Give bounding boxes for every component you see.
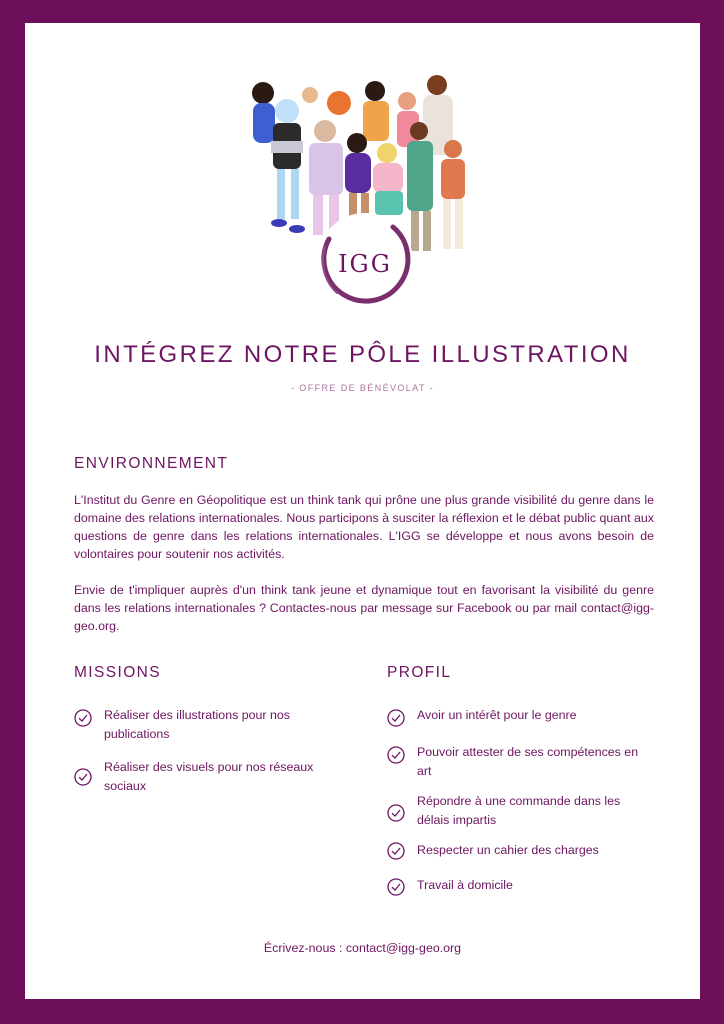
check-circle-icon: [387, 804, 405, 822]
profil-text: Respecter un cahier des charges: [417, 843, 599, 857]
mission-text: Réaliser des visuels pour nos réseaux sociaux: [104, 760, 314, 793]
check-circle-icon: [387, 746, 405, 764]
missions-heading: MISSIONS: [74, 664, 161, 681]
group-illustration: [225, 71, 505, 321]
check-circle-icon: [387, 842, 405, 860]
profil-list: [387, 706, 657, 906]
mission-text: Réaliser des illustrations pour nos publications: [104, 708, 290, 741]
profil-text: Pouvoir attester de ses compétences en art: [417, 745, 639, 778]
environment-paragraph-2: Envie de t'impliquer auprès d'un think tank jeune et dynamique tout en favorisant la visibilité du genre dans les relations internationales ? Contactes-nous par message sur Facebook ou par mail contact@igg-geo.org.: [74, 583, 654, 633]
check-circle-icon: [74, 768, 92, 786]
page-subtitle: - OFFRE DE BÉNÉVOLAT -: [291, 383, 434, 393]
profil-heading: PROFIL: [387, 664, 452, 681]
flyer-page: [25, 23, 700, 999]
page-title: INTÉGREZ NOTRE PÔLE ILLUSTRATION: [94, 341, 631, 368]
check-circle-icon: [387, 878, 405, 896]
profil-text: Répondre à une commande dans les délais impartis: [417, 794, 621, 827]
profil-text: Avoir un intérêt pour le genre: [417, 708, 577, 722]
check-circle-icon: [74, 709, 92, 727]
environment-heading: ENVIRONNEMENT: [74, 455, 229, 472]
environment-paragraph-1: L'Institut du Genre en Géopolitique est un think tank qui prône une plus grande visibilité du genre dans le domaine des relations internationales. Nous participons à susciter la réflexion et le débat public quant aux questions de genre dans les relations internationales. L'IGG se développe et nous avons besoin de volontaires pour soutenir nos activités.: [74, 493, 654, 561]
missions-list: [74, 706, 334, 826]
profil-text: Travail à domicile: [417, 878, 513, 892]
logo-text: IGG: [338, 250, 392, 278]
igg-logo: [317, 213, 413, 309]
footer-contact: Écrivez-nous : contact@igg-geo.org: [263, 941, 462, 955]
check-circle-icon: [387, 709, 405, 727]
